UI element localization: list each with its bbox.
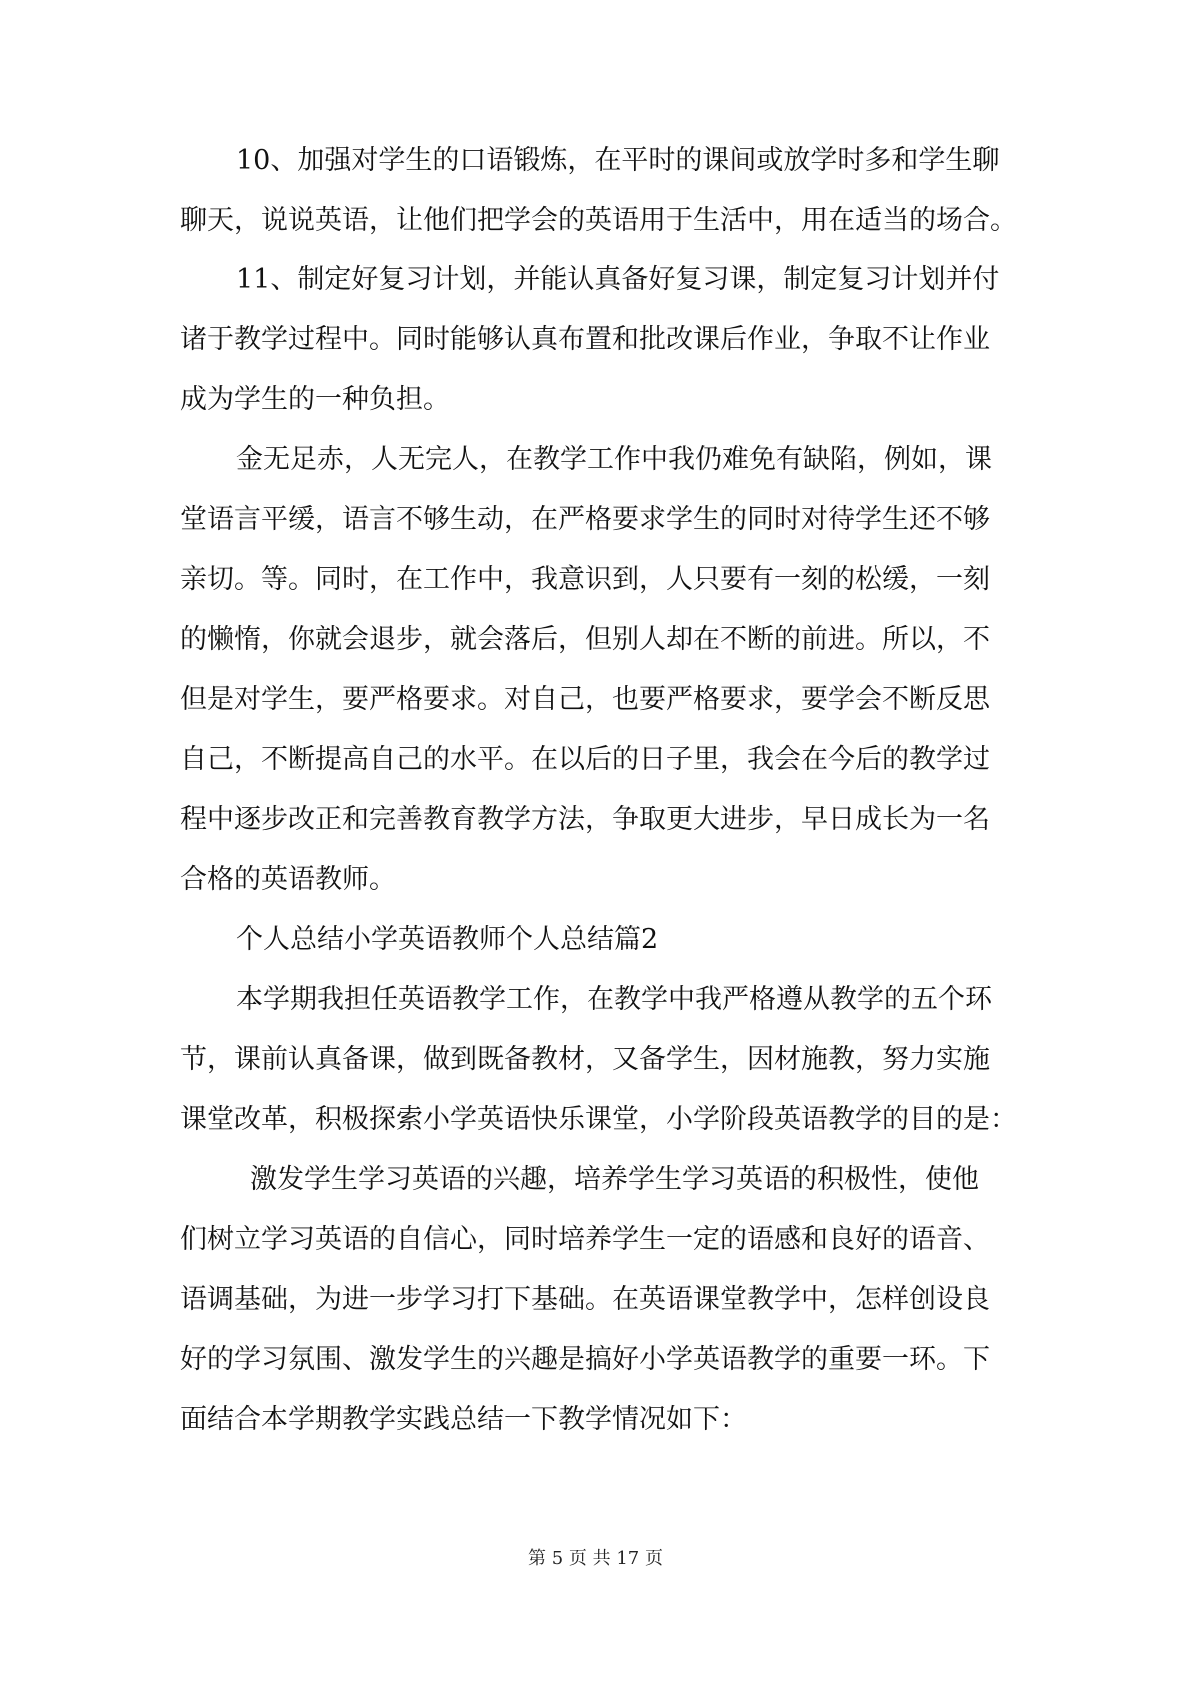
text-line: 合格的英语教师。 [180,864,396,895]
text-line: 10、加强对学生的口语锻炼，在平时的课间或放学时多和学生聊 [236,145,1000,176]
text-line: 们树立学习英语的自信心，同时培养学生一定的语感和良好的语音、 [180,1224,990,1255]
text-line: 语调基础，为进一步学习打下基础。在英语课堂教学中，怎样创设良 [180,1284,990,1315]
text-line: 激发学生学习英语的兴趣，培养学生学习英语的积极性，使他 [250,1164,979,1195]
text-line: 金无足赤，人无完人，在教学工作中我仍难免有缺陷，例如，课 [236,444,992,475]
text-line: 成为学生的一种负担。 [180,384,450,415]
text-line: 堂语言平缓，语言不够生动，在严格要求学生的同时对待学生还不够 [180,504,990,535]
page-number-footer: 第 5 页 共 17 页 [528,1548,663,1569]
text-line: 自己，不断提高自己的水平。在以后的日子里，我会在今后的教学过 [180,744,990,775]
text-line: 好的学习氛围、激发学生的兴趣是搞好小学英语教学的重要一环。下 [180,1344,990,1375]
text-line: 亲切。等。同时，在工作中，我意识到，人只要有一刻的松缓，一刻 [180,564,990,595]
text-line: 面结合本学期教学实践总结一下教学情况如下： [180,1404,747,1435]
text-line: 但是对学生，要严格要求。对自己，也要严格要求，要学会不断反思 [180,684,990,715]
text-line: 聊天，说说英语，让他们把学会的英语用于生活中，用在适当的场合。 [180,205,1017,236]
text-line: 节，课前认真备课，做到既备教材，又备学生，因材施教，努力实施 [180,1044,990,1075]
text-line: 11、制定好复习计划，并能认真备好复习课，制定复习计划并付 [236,264,1000,295]
text-line: 课堂改革，积极探索小学英语快乐课堂，小学阶段英语教学的目的是： [180,1104,1017,1135]
text-line: 诸于教学过程中。同时能够认真布置和批改课后作业，争取不让作业 [180,324,990,355]
section-heading: 个人总结小学英语教师个人总结篇2 [236,924,659,955]
text-line: 本学期我担任英语教学工作，在教学中我严格遵从教学的五个环 [236,984,992,1015]
text-line: 程中逐步改正和完善教育教学方法，争取更大进步，早日成长为一名 [180,804,990,835]
text-line: 的懒惰，你就会退步，就会落后，但别人却在不断的前进。所以，不 [180,624,990,655]
